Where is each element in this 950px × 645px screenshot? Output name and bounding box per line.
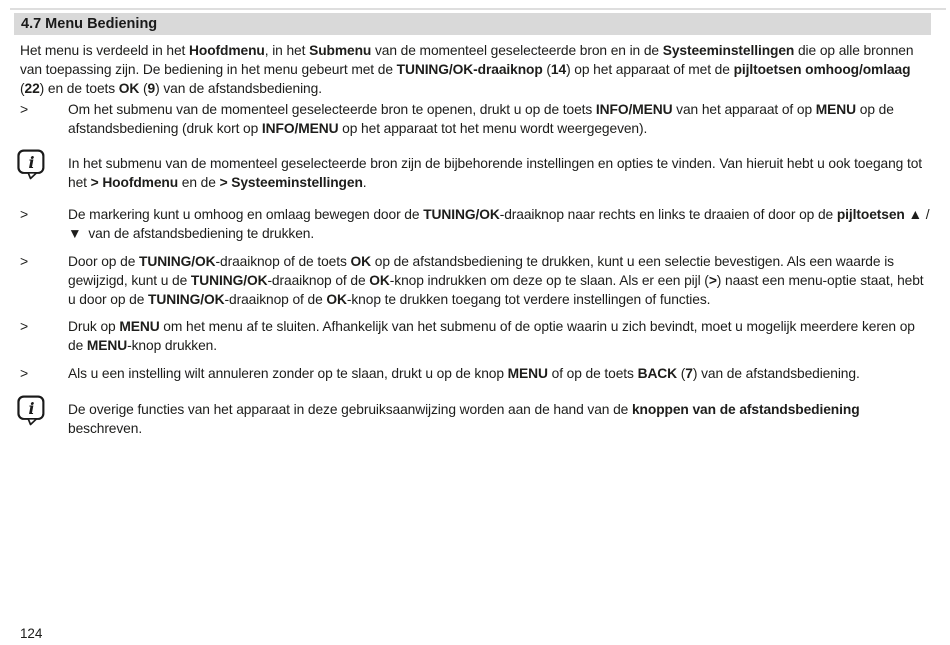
- note-text: De overige functies van het apparaat in deze gebruiksaanwijzing worden aan de hand van de knoppen van de afstandsbediening beschreven.: [68, 402, 860, 436]
- note-gutter: [20, 154, 68, 185]
- bullet-item: [20, 317, 931, 355]
- bullet-marker: >: [20, 206, 29, 222]
- info-note: [20, 154, 931, 192]
- bullet-item: [20, 100, 931, 138]
- bullet-marker: >: [20, 101, 29, 117]
- svg-text:i: i: [28, 398, 35, 418]
- page-content: [20, 41, 931, 438]
- paragraph-text: Het menu is verdeeld in het Hoofdmenu, in het Submenu van de momenteel geselecteerde bron en in de Systeeminstellingen die op alle bronnen van toepassing zijn. De bediening in het menu gebeurt met de TUNING/OK-draaiknop (14) op het apparaat of met de pijltoetsen omhoog/omlaag (22) en de toets OK (9) van de afstandsbediening.: [20, 43, 914, 96]
- info-note: [20, 400, 931, 438]
- bullet-item: [20, 205, 931, 243]
- intro-paragraph: [20, 41, 931, 98]
- page-number: 124: [20, 626, 43, 641]
- svg-text:i: i: [28, 152, 35, 172]
- info-icon: [17, 149, 45, 185]
- top-rule: [10, 8, 946, 10]
- info-icon: [17, 395, 45, 431]
- bullet-text: Als u een instelling wilt annuleren zonder op te slaan, drukt u op de knop MENU of op de toets BACK (7) van de afstandsbediening.: [68, 366, 860, 381]
- bullet-text: Door op de TUNING/OK-draaiknop of de toets OK op de afstandsbediening te drukken, kunt u een selectie bevestigen. Als een waarde is gewijzigd, kunt u de TUNING/OK-draaiknop of de OK-knop indrukken om deze op te slaan. Als er een pijl (>) naast een menu-optie staat, hebt u door op de TUNING/OK-draaiknop of de OK-knop te drukken toegang tot verdere instellingen of functies.: [68, 254, 924, 307]
- bullet-text: De markering kunt u omhoog en omlaag bewegen door de TUNING/OK-draaiknop naar rechts en links te draaien of door op de pijltoetsen ▲ / ▼ van de afstandsbediening te drukken.: [68, 207, 930, 241]
- bullet-marker: >: [20, 318, 29, 334]
- bullet-text: Druk op MENU om het menu af te sluiten. Afhankelijk van het submenu of de optie waarin u zich bevindt, moet u mogelijk meerdere keren op de MENU-knop drukken.: [68, 319, 915, 353]
- bullet-marker: >: [20, 365, 29, 381]
- bullet-text: Om het submenu van de momenteel geselecteerde bron te openen, drukt u op de toets INFO/MENU van het apparaat of op MENU op de afstandsbediening (druk kort op INFO/MENU op het apparaat tot het menu wordt weergegeven).: [68, 102, 894, 136]
- note-gutter: [20, 400, 68, 431]
- bullet-item: [20, 252, 931, 309]
- bullet-item: [20, 364, 931, 383]
- section-header: 4.7 Menu Bediening: [14, 13, 931, 35]
- note-text: In het submenu van de momenteel geselecteerde bron zijn de bijbehorende instellingen en opties te vinden. Van hieruit hebt u ook toegang tot het > Hoofdmenu en de > Systeeminstellingen.: [68, 156, 923, 190]
- bullet-marker: >: [20, 253, 29, 269]
